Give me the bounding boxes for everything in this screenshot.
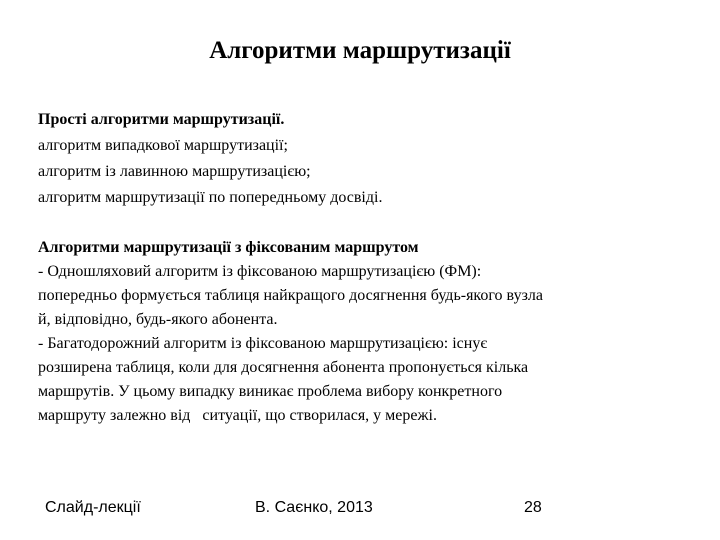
paragraph-line: маршрутів. У цьому випадку виникає проблема вибору конкретного xyxy=(38,383,503,400)
slide-body xyxy=(38,107,688,428)
footer-page-number: 28 xyxy=(524,499,542,516)
section-simple-heading: Прості алгоритми маршрутизації. xyxy=(38,111,285,128)
paragraph-line: - Одношляховий алгоритм із фіксованою маршрутизацією (ФМ): xyxy=(38,263,482,280)
paragraph-line: розширена таблиця, коли для досягнення абонента пропонується кілька xyxy=(38,359,529,376)
paragraph-line: попередньо формується таблиця найкращого досягнення будь-якого вузла xyxy=(38,287,543,304)
paragraph-line: маршруту залежно від ситуації, що створилася, у мережі. xyxy=(38,407,437,424)
list-item: алгоритм із лавинною маршрутизацією; xyxy=(38,163,311,180)
paragraph-line: - Багатодорожний алгоритм із фіксованою маршрутизацією: існує xyxy=(38,335,488,352)
paragraph-line: й, відповідно, будь-якого абонента. xyxy=(38,311,278,328)
section-spacer xyxy=(38,211,688,236)
list-item: алгоритм маршрутизації по попередньому досвіді. xyxy=(38,189,383,206)
footer-author: В. Саєнко, 2013 xyxy=(255,499,373,516)
section-fixed-route-heading: Алгоритми маршрутизації з фіксованим маршрутом xyxy=(38,239,419,256)
slide-title: Алгоритми маршрутизації xyxy=(209,37,511,64)
list-item: алгоритм випадкової маршрутизації; xyxy=(38,137,288,154)
footer-source: Слайд-лекції xyxy=(45,499,141,516)
